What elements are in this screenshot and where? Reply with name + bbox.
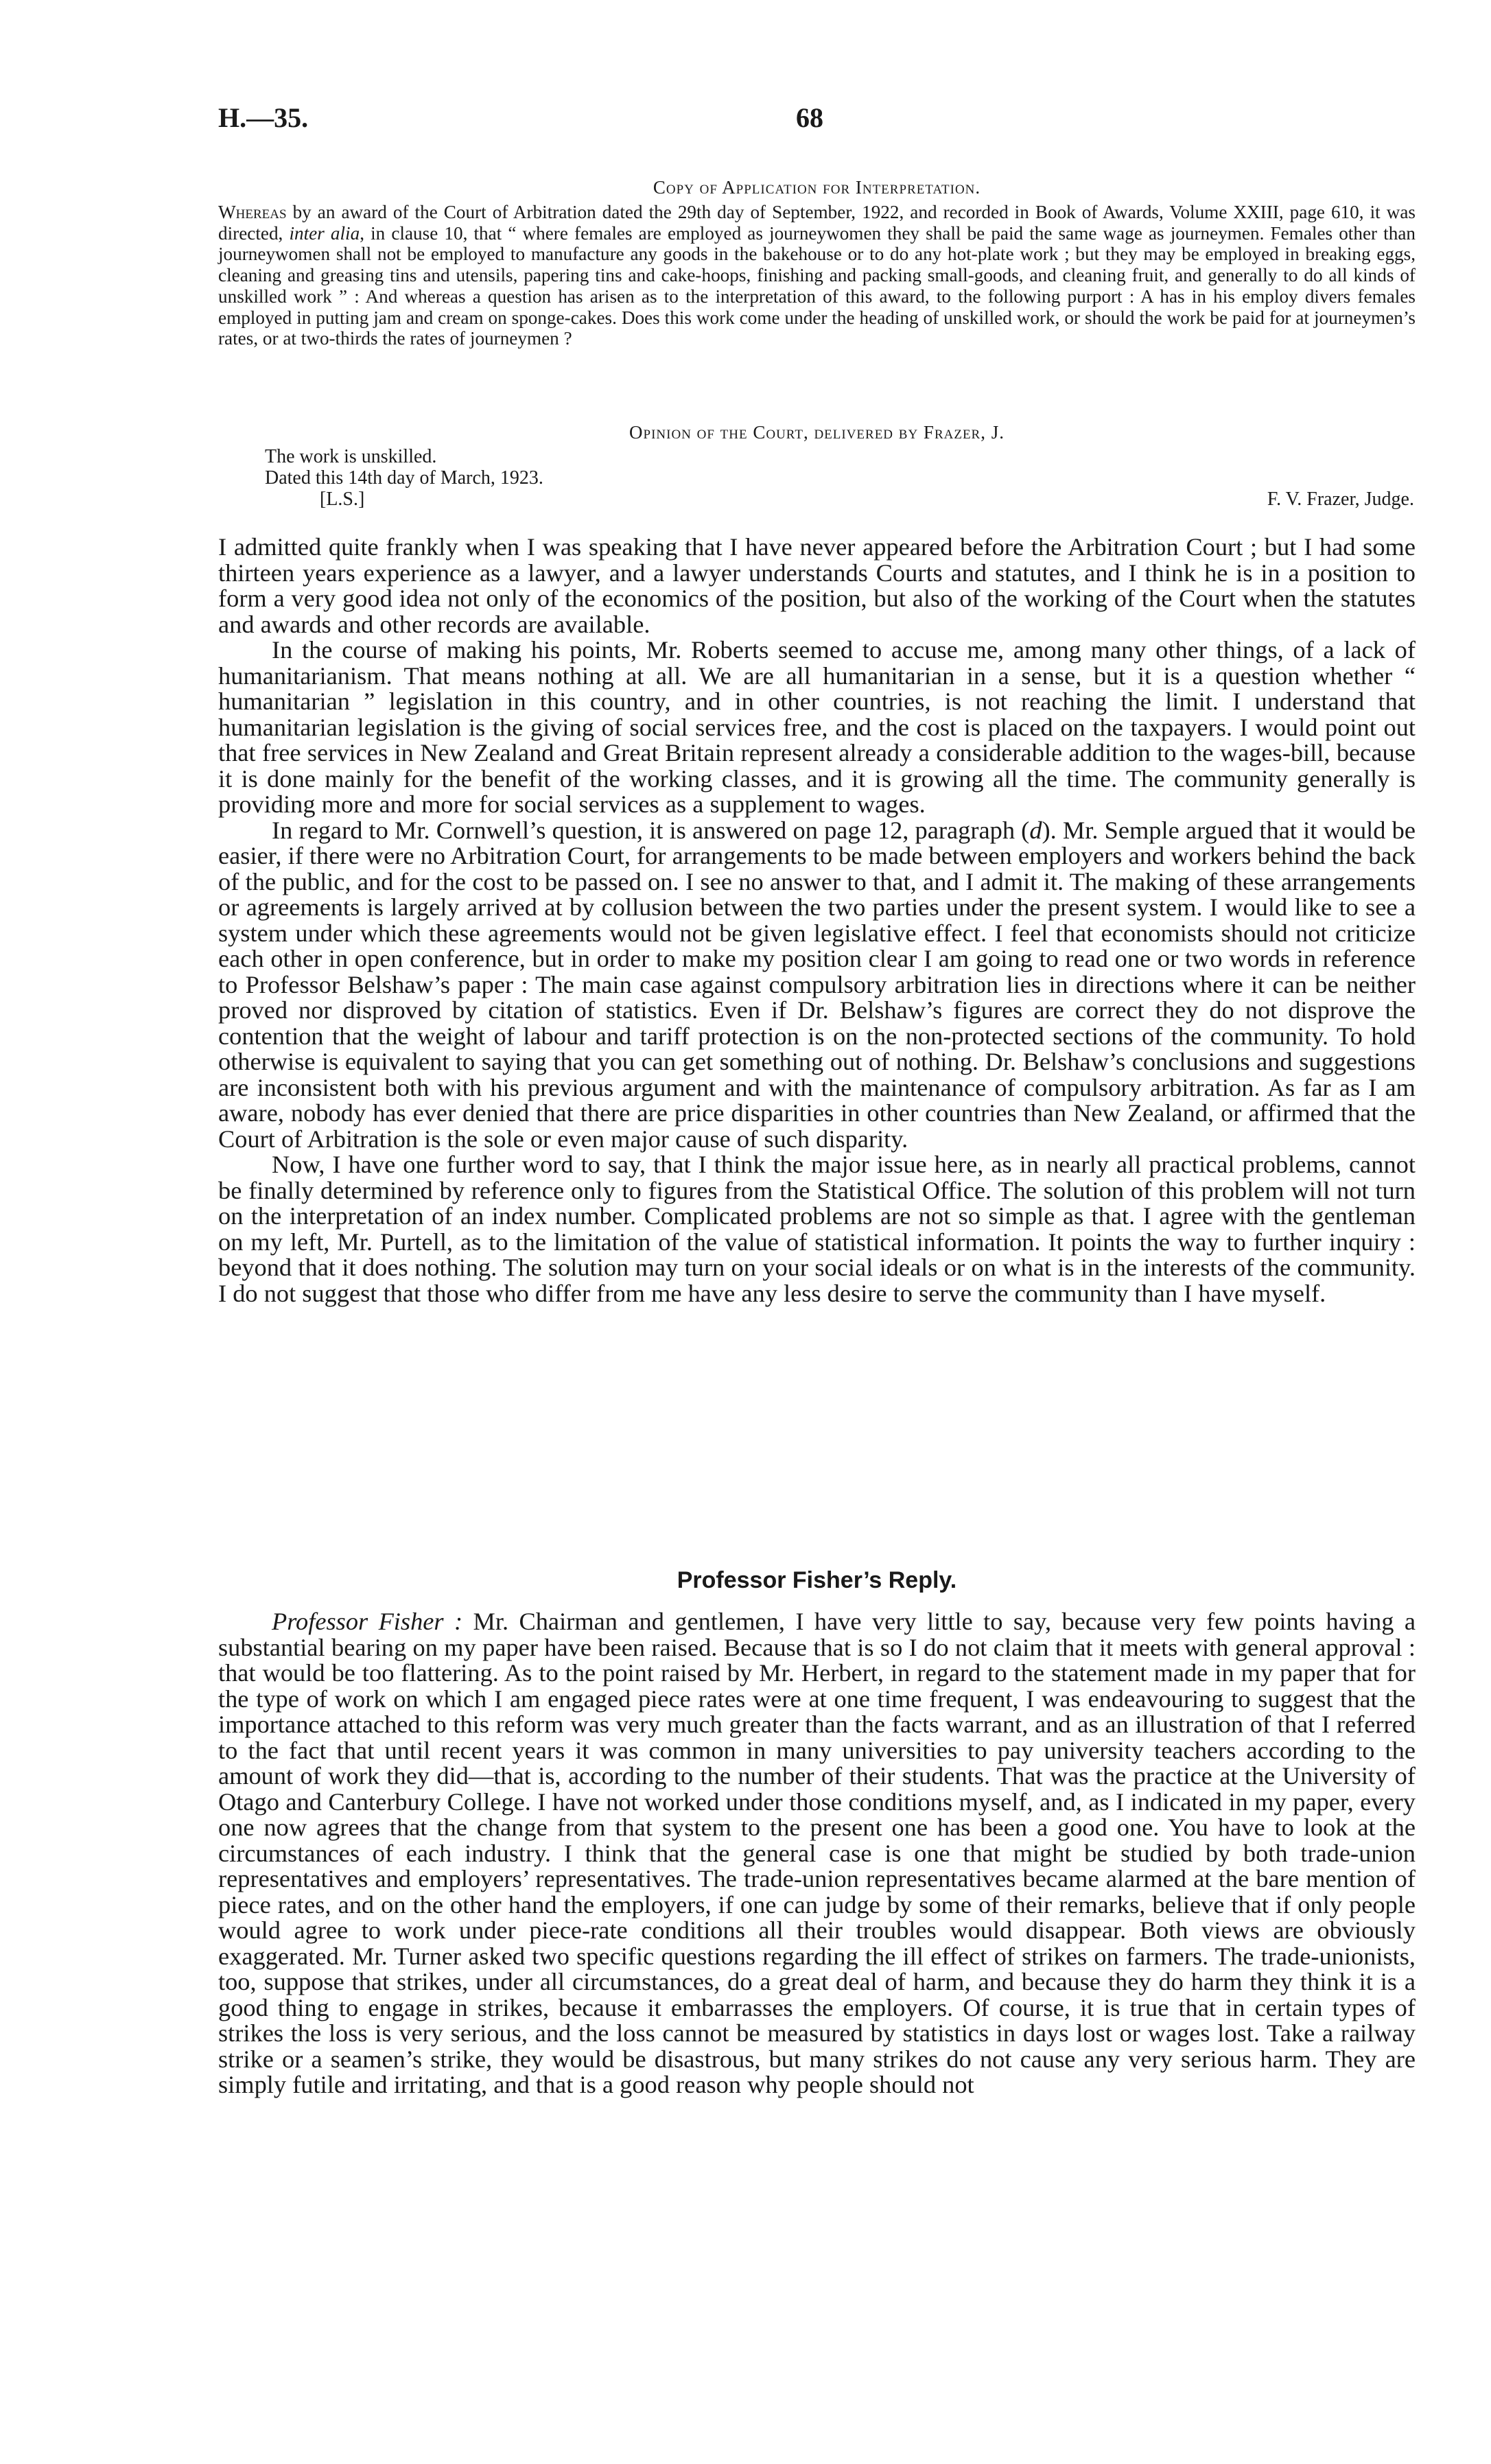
body-paragraph-1: I admitted quite frankly when I was speaking that I have never appeared before the Arbitration Court ; but I had some thirteen years experience as a lawyer, and a lawyer understands Courts and statutes, and I think he is in a position to form a very good idea not only of the economics of the position, but also of the working of the Court when the statutes and awards and other records are available. [218,533,1416,638]
seal-mark: [L.S.] [320,489,365,510]
document-reference: H.—35. [218,102,309,133]
opinion-caption: Opinion of the Court, delivered by Frazer, J. [629,422,1005,443]
reply-body [218,1609,1416,2098]
application-text-part1: by an award of the Court of Arbitration dated the 29th day of September, 1922, and recorded in Book of Awards, Volume XXIII, page 610, it was directed, [218,202,1416,244]
body-paragraph-3-part1: In regard to Mr. Cornwell’s question, it is answered on page 12, paragraph ( [272,816,1030,844]
application-caption: Copy of Application for Interpretation. [653,177,981,198]
body-paragraph-3 [218,818,1416,1153]
section-heading: Professor Fisher’s Reply. [677,1567,957,1593]
reply-speaker: Professor Fisher : [272,1608,463,1635]
body-paragraph-3-italic: d [1029,816,1042,844]
body-paragraph-4: Now, I have one further word to say, that I think the major issue here, as in nearly all practical problems, cannot be finally determined by reference only to figures from the Statistical Office. The solution of this problem will not turn on the interpretation of an index number. Complicated problems are not so simple as that. I agree with the gentleman on my left, Mr. Purtell, as to the limitation of the value of statistical information. It points the way to further inquiry : beyond that it does nothing. The solution may turn on your social ideals or on what is in the interests of the community. I do not suggest that those who differ from me have any less desire to serve the community than I have myself. [218,1151,1416,1307]
reply-paragraph [218,1609,1416,2098]
opinion-line-2: Dated this 14th day of March, 1923. [265,467,543,489]
speech-body [218,535,1416,1306]
application-lead-word: Whereas [218,202,287,222]
opinion-line-1: The work is unskilled. [265,446,437,467]
application-italic-phrase: inter alia [289,222,360,244]
reply-text: Mr. Chairman and gentlemen, I have very little to say, because very few points having a substantial bearing on my paper have been raised. Because that is so I do not claim that it meets with general approval : that would be too flattering. As to the point raised by Mr. Herbert, in regard to the statement made in my paper that for the type of work on which I am engaged piece rates were at one time frequent, I was endeavouring to suggest that the importance attached to this reform was very much greater than the facts warrant, and as an illustration of that I referred to the fact that until recent years it was common in many universities to pay university teachers according to the amount of work they did—that is, according to the number of their students. That was the practice at the University of Otago and Canterbury College. I have not worked under those conditions myself, and, as I indicated in my paper, every one now agrees that the change from that system to the present one has been a good one. You have to look at the circumstances of each industry. I think that the general case is one that might be studied by both trade-union representatives and employers’ representatives. The trade-union representatives became alarmed at the bare mention of piece rates, and on the other hand the employers, if one can judge by some of their remarks, believe that if only people would agree to work under piece-rate conditions all their troubles would disappear. Both views are obviously exaggerated. Mr. Turner asked two specific questions regarding the ill effect of strikes on farmers. The trade-unionists, too, suppose that strikes, under all circumstances, do a great deal of harm, and because they do harm they think it is a good thing to engage in strikes, because it embarrasses the employers. Of course, it is true that in certain types of strikes the loss is very serious, and the loss cannot be measured by statistics in days lost or wages lost. Take a railway strike or a seamen’s strike, they would be disastrous, but many strikes do not cause any very serious harm. They are simply futile and irritating, and that is a good reason why people should not [218,1608,1416,2098]
application-text-part2: , in clause 10, that “ where females are employed as journeywomen they shall be paid the same wage as journeymen. Females other than journeywomen shall not be employed to manufacture any goods in the bakehouse or to do any hot-plate work ; but they may be employed in breaking eggs, cleaning and greasing tins and utensils, papering tins and cake-hoops, finishing and packing small-goods, and cleaning fruit, and generally to do all kinds of unskilled work ” : And whereas a question has arisen as to the interpretation of this award, to the following purport : A has in his employ divers females employed in putting jam and cream on sponge-cakes. Does this work come under the heading of unskilled work, or should the work be paid for at journeymen’s rates, or at two-thirds the rates of journeymen ? [218,222,1416,349]
body-paragraph-2: In the course of making his points, Mr. Roberts seemed to accuse me, among many other things, of a lack of humanitarianism. That means nothing at all. We are all humanitarian in a sense, but it is a question whether “ humanitarian ” legislation in this country, and in other countries, is not reaching the limit. I understand that humanitarian legislation is the giving of social services free, and the cost is placed on the taxpayers. I would point out that free services in New Zealand and Great Britain represent already a considerable addition to the wages-bill, because it is done mainly for the benefit of the working classes, and it is growing all the time. The community generally is providing more and more for social services as a supplement to wages. [218,636,1416,818]
judge-signature: F. V. Frazer, Judge. [1267,489,1414,510]
page-number: 68 [796,102,823,133]
body-paragraph-3-part2: ). Mr. Semple argued that it would be easier, if there were no Arbitration Court, for arrangements to be made between employers and workers behind the back of the public, and for the cost to be passed on. I see no answer to that, and I admit it. The making of these arrangements or agreements is largely arrived at by collusion between the two parties under the present system. I would like to see a system under which these agreements would not be given legislative effect. I feel that economists should not criticize each other in open conference, but in order to make my position clear I am going to read one or two words in reference to Professor Belshaw’s paper : The main case against compulsory arbitration lies in directions where it can be neither proved nor disproved by citation of statistics. Even if Dr. Belshaw’s figures are correct they do not disprove the contention that the weight of labour and tariff protection is on the non-protected sections of the community. To hold otherwise is equivalent to saying that you can get something out of nothing. Dr. Belshaw’s conclusions and suggestions are inconsistent both with his previous argument and with the maintenance of compulsory arbitration. As far as I am aware, nobody has ever denied that there are price disparities in other countries than New Zealand, or affirmed that the Court of Arbitration is the sole or even major cause of such disparity. [218,816,1416,1153]
page-header [218,102,1412,143]
application-text [218,202,1416,349]
opinion-lines [265,446,1411,510]
